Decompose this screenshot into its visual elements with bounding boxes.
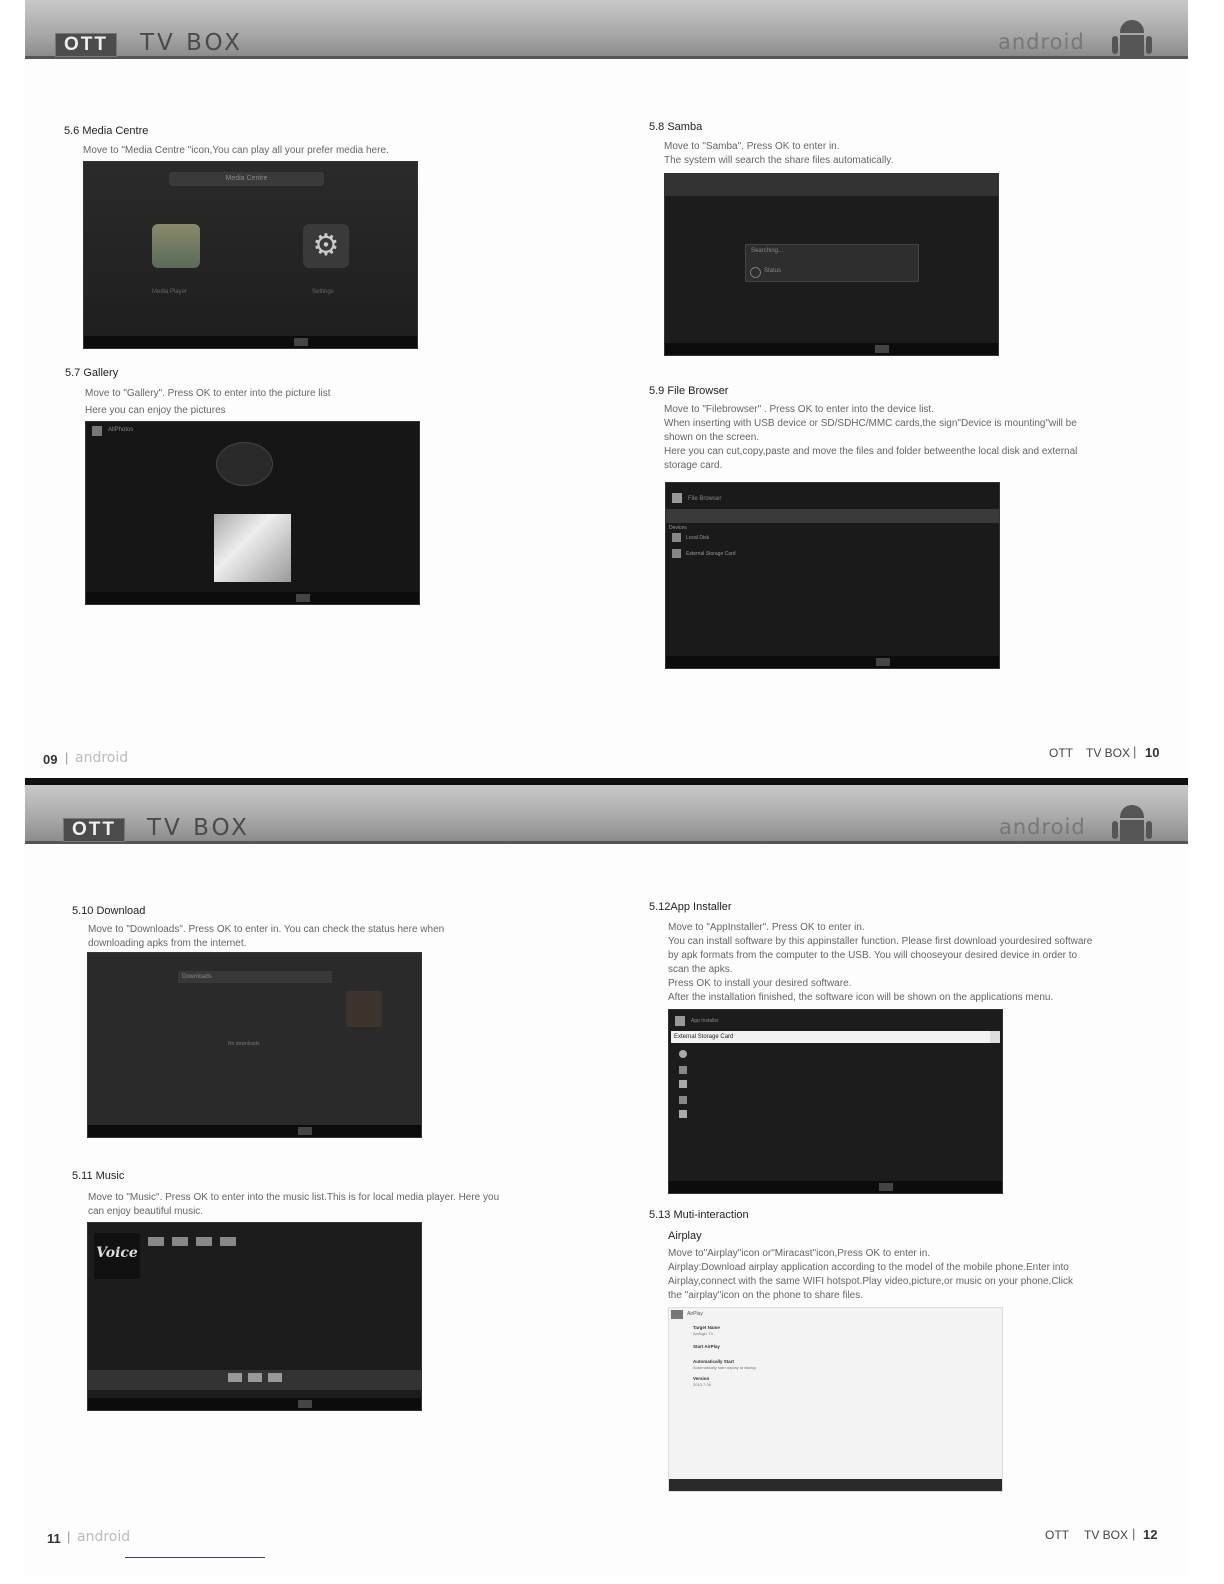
section-text: When inserting with USB device or SD/SDHC/MMC cards,the sign"Device is mounting"will be [664, 418, 1077, 429]
dialog-option: Status [764, 268, 782, 274]
section-text: Move to "Gallery". Press OK to enter into the picture list [85, 388, 331, 399]
prev-icon[interactable] [228, 1373, 242, 1382]
system-navbar [88, 1398, 421, 1410]
screenshot-icon [879, 1183, 893, 1191]
subsection-heading: Airplay [668, 1230, 702, 1242]
filebrowser-screenshot [665, 482, 1000, 669]
setting-title[interactable]: Start AirPlay [693, 1344, 720, 1349]
gallery-app-icon [92, 426, 102, 436]
system-navbar [669, 1181, 1002, 1193]
setting-title[interactable]: Automatically Start [693, 1359, 735, 1364]
wifi-icon [679, 1096, 687, 1104]
section-heading: 5.8 Samba [649, 121, 703, 133]
screen-title: AirPlay [687, 1311, 703, 1317]
screenshot-icon [876, 658, 890, 666]
play-icon[interactable] [248, 1373, 262, 1382]
android-robot-icon [1109, 805, 1155, 841]
sd-card-icon [672, 549, 681, 558]
section-text: You can install software by this appinstaller function. Please first download yourdesired software [668, 936, 1093, 947]
section-text: The system will search the share files automatically. [664, 155, 894, 166]
app-icon [679, 1080, 687, 1088]
footer-separator: | [1132, 1526, 1136, 1541]
section-text: by apk formats from the computer to the USB. You will chooseyour desired device in order to [668, 950, 1078, 961]
footer-android: android [77, 1529, 131, 1545]
back-icon[interactable] [990, 1031, 1000, 1043]
screenshot-icon [875, 345, 889, 353]
settings-gear-icon: ⚙ [303, 224, 349, 268]
section-text: scan the apks. [668, 964, 733, 975]
media-centre-screenshot [83, 161, 418, 349]
page-number: 10 [1145, 745, 1160, 760]
section-text: can enjoy beautiful music. [88, 1206, 204, 1217]
repeat-button[interactable] [172, 1237, 188, 1246]
screen-title: Media Centre [169, 172, 324, 186]
screen-title: AllPhotos [108, 427, 134, 433]
media-player-icon [152, 224, 200, 268]
section-heading: 5.13 Muti-interaction [649, 1209, 749, 1221]
screenshot-icon [296, 594, 310, 602]
device-item: External Storage Card [686, 551, 736, 557]
section-text: Move to"Airplay"icon or"Miracast"icon,Press OK to enter in. [668, 1248, 931, 1259]
android-robot-icon [1109, 20, 1155, 56]
player-controls [88, 1370, 421, 1390]
ott-logo: OTT [63, 818, 125, 842]
search-button[interactable] [196, 1237, 212, 1246]
system-navbar [669, 1479, 1002, 1491]
album-art: Voice [94, 1233, 140, 1279]
dialog-title: Searching... [751, 248, 784, 254]
section-text: Move to "Samba". Press OK to enter in. [664, 141, 840, 152]
section-heading: 5.6 Media Centre [64, 125, 149, 137]
tvbox-logo-text: TV BOX [147, 815, 250, 841]
section-heading: 5.9 File Browser [649, 385, 729, 397]
page-number: 11 [47, 1531, 61, 1546]
footer-ott: OTT [1045, 1528, 1069, 1542]
footer-tvbox: TV BOX [1086, 746, 1131, 760]
system-navbar [86, 592, 419, 604]
footer-separator: | [1133, 744, 1137, 759]
installer-app-icon [675, 1016, 685, 1026]
footer-separator: | [67, 1529, 71, 1544]
screenshot-icon [298, 1400, 312, 1408]
footer-android: android [75, 750, 129, 766]
samba-dialog [745, 244, 919, 282]
music-screenshot [87, 1222, 422, 1411]
section-heading: 5.12App Installer [649, 901, 732, 913]
section-text: Move to "Filebrowser" . Press OK to enter into the device list. [664, 404, 934, 415]
screen-title: Downloads [178, 971, 332, 983]
filebrowser-toolbar [666, 509, 999, 523]
header-rule [602, 841, 1188, 844]
download-app-icon [346, 991, 382, 1027]
empty-state: No downloads [228, 1041, 260, 1047]
page-number: 12 [1143, 1527, 1158, 1542]
footer-separator: | [65, 750, 69, 765]
ott-logo: OTT [55, 33, 117, 57]
system-navbar [666, 656, 999, 668]
section-text: storage card. [664, 460, 723, 471]
disk-icon [672, 533, 681, 542]
photo-thumbnail [214, 514, 291, 582]
page-12 [602, 785, 1188, 1575]
page-11 [25, 785, 602, 1575]
section-text: Press OK to install your desired software. [668, 978, 852, 989]
samba-toolbar [665, 174, 998, 196]
bulb-icon [679, 1050, 687, 1058]
section-text: downloading apks from the internet. [88, 938, 247, 949]
book-spine [25, 778, 1188, 785]
section-heading: 5.10 Download [72, 905, 146, 917]
path-field[interactable]: External Storage Card [671, 1031, 990, 1043]
radio-icon [750, 267, 761, 278]
tile-label: Settings [312, 289, 334, 295]
section-heading: 5.7 Gallery [65, 367, 119, 379]
shuffle-button[interactable] [148, 1237, 164, 1246]
page-10 [602, 0, 1188, 778]
system-navbar [665, 343, 998, 355]
footer-tvbox: TV BOX [1084, 1528, 1129, 1542]
page-09 [25, 0, 602, 778]
section-text: Here you can cut,copy,paste and move the files and folder betweenthe local disk and external [664, 446, 1078, 457]
section-text: Here you can enjoy the pictures [85, 405, 226, 416]
section-text: Move to "AppInstaller". Press OK to enter in. [668, 922, 865, 933]
page-number: 09 [43, 752, 58, 767]
menu-button[interactable] [220, 1237, 236, 1246]
screenshot-icon [298, 1127, 312, 1135]
section-text: Airplay:Download airplay application according to the model of the mobile phone.Enter into [668, 1262, 1069, 1273]
footer-rule [125, 1557, 265, 1558]
screen-title: App Installer [691, 1018, 719, 1024]
airplay-screenshot [668, 1307, 1003, 1492]
setting-value: 2013.7.06 [693, 1382, 711, 1387]
section-text: After the installation finished, the software icon will be shown on the applications menu. [668, 992, 1054, 1003]
next-icon[interactable] [268, 1373, 282, 1382]
section-text: Airplay,connect with the same WIFI hotspot.Play video,picture,or music on your phone.Click [668, 1276, 1073, 1287]
section-heading: 5.11 Music [72, 1170, 125, 1182]
page-header [602, 785, 1188, 841]
photo-thumbnail [216, 442, 273, 486]
usb-icon [679, 1066, 687, 1074]
section-text: shown on the screen. [664, 432, 760, 443]
tvbox-logo-text: TV BOX [140, 30, 243, 56]
setting-value: Automatically start airplay at startup [693, 1365, 757, 1370]
system-navbar [84, 336, 417, 348]
devices-label: Devices [669, 525, 687, 531]
android-logo-text: android [999, 815, 1086, 839]
setting-value: Amlogic TV [693, 1331, 714, 1336]
footer-ott: OTT [1049, 746, 1073, 760]
screenshot-icon [294, 338, 308, 346]
gallery-screenshot [85, 421, 420, 605]
header-rule [602, 56, 1188, 59]
page-header [602, 0, 1188, 56]
airplay-app-icon [671, 1310, 683, 1319]
setting-title[interactable]: Target Name [693, 1325, 720, 1330]
section-text: Move to "Music". Press OK to enter into the music list.This is for local media player. Here you [88, 1192, 500, 1203]
section-text: Move to "Media Centre "icon,You can play all your prefer media here. [83, 145, 389, 156]
section-text: Move to "Downloads". Press OK to enter in. You can check the status here when [88, 924, 445, 935]
device-item: Local Disk [686, 535, 710, 541]
folder-icon [672, 493, 682, 503]
download-screenshot [87, 952, 422, 1138]
samba-screenshot [664, 173, 999, 356]
tile-label: Media Player [152, 289, 188, 295]
setting-title: Version [693, 1376, 710, 1381]
installer-screenshot [668, 1009, 1003, 1194]
android-logo-text: android [998, 30, 1085, 54]
app-icon [679, 1110, 687, 1118]
section-text: the "airplay"icon on the phone to share files. [668, 1290, 863, 1301]
screen-title: File Browser [688, 496, 722, 502]
system-navbar [88, 1125, 421, 1137]
